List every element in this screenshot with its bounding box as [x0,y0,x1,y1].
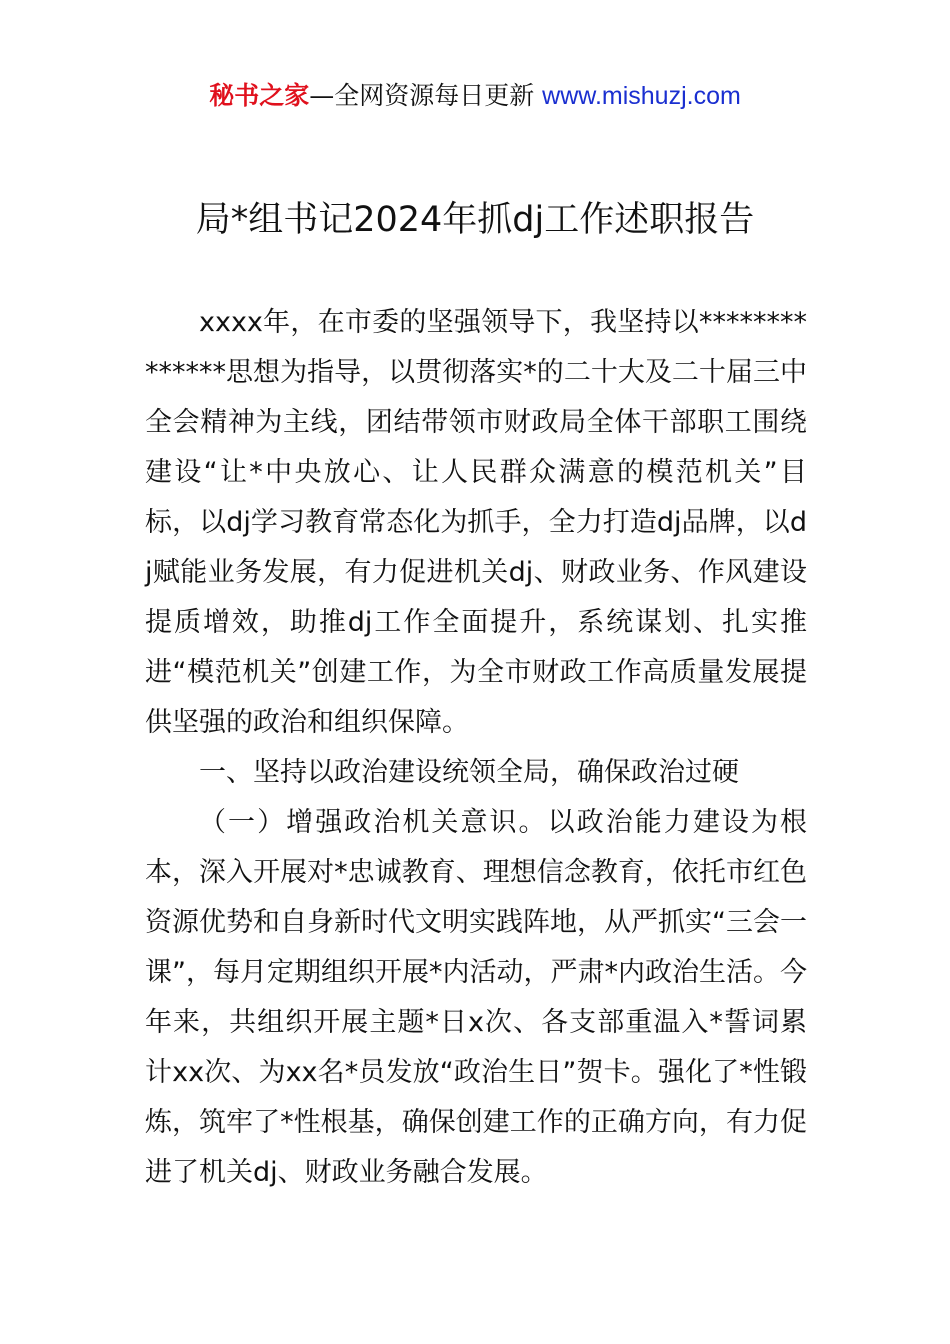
intro-paragraph: xxxx年，在市委的坚强领导下，我坚持以**************思想为指导，以贯彻落实*的二十大及二十届三中全会精神为主线，团结带领市财政局全体干部职工围绕建设“让*中央放心、让人民群众满意的模范机关”目标，以dj学习教育常态化为抓手，全力打造dj品牌，以dj赋能业务发展，有力促进机关dj、财政业务、作风建设提质增效，助推dj工作全面提升，系统谋划、扎实推进“模范机关”创建工作，为全市财政工作高质量发展提供坚强的政治和组织保障。 [145,307,807,738]
site-tagline: —全网资源每日更新 [309,81,543,110]
document-title: 局*组书记2024年抓dj工作述职报告 [195,200,755,240]
site-url-link[interactable]: www.mishuzj.com [542,82,741,110]
site-header [0,80,950,112]
subsection-paragraph: （一）增强政治机关意识。以政治能力建设为根本，深入开展对*忠诚教育、理想信念教育，依托市红色资源优势和自身新时代文明实践阵地，从严抓实“三会一课”，每月定期组织开展*内活动，严肃*内政治生活。今年来，共组织开展主题*日x次、各支部重温入*誓词累计xx次、为xx名*员发放“政治生日”贺卡。强化了*性锻炼，筑牢了*性根基，确保创建工作的正确方向，有力促进了机关dj、财政业务融合发展。 [145,807,807,1188]
document-body [145,298,807,1198]
section-heading: 一、坚持以政治建设统领全局，确保政治过硬 [199,757,739,788]
site-brand: 秘书之家 [209,81,310,110]
